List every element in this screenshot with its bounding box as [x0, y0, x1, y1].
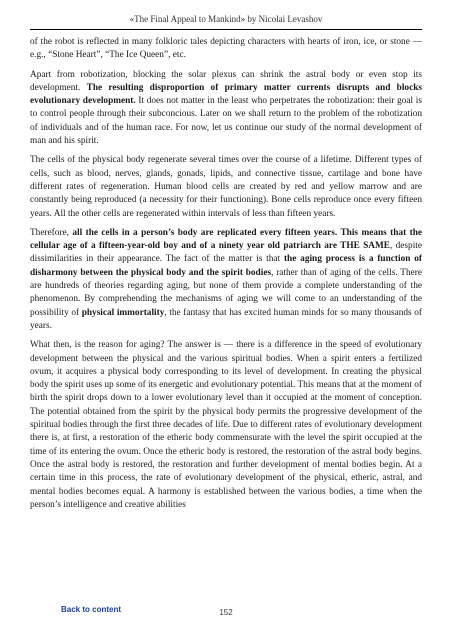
text-run: , the fantasy that has excited human minds for so many thousands of years.: [30, 307, 423, 331]
paragraph: [30, 227, 422, 333]
running-title: «The Final Appeal to Mankind» by Nicolai Levashov: [129, 14, 323, 24]
paragraph: [30, 154, 422, 220]
emphasized-text: The resulting disproportion of primary matter currents disrupts and blocks evolutionary development.: [30, 82, 422, 107]
page-number: 152: [219, 608, 233, 617]
text-run: , despite dissimilarities in their appearance. The fact of the matter is that: [30, 241, 422, 265]
text-run: Therefore,: [30, 227, 73, 238]
emphasized-text: the aging process is a function of disharmony between the physical body and the spirit bodies: [30, 254, 422, 278]
header-rule: [30, 29, 422, 30]
paragraph: [30, 69, 422, 149]
text-run: Apart from robotization, blocking the solar plexus can shrink the astral body or even stop its development.: [30, 69, 422, 93]
back-to-content-link[interactable]: Back to content: [61, 605, 122, 614]
text-run: What then, is the reason for aging? The answer is — there is a difference in the speed of evolutionary development between the physical and the various spiritual bodies. When a spirit enters a fertilized ovum, it acquires a physical body corresponding to its level of development. In creating the physical body the spirit uses up some of its energetic and evolutionary potential. This means that at the moment of birth the spirit drops down to a lower evolutionary level than it occupied at the moment of conception. The potential obtained from the spirit by the physical body permits the progressive development of the spiritual bodies through the first three decades of life. Due to different rates of evolutionary development there is, at first, a restoration of the etheric body commensurate with the level the spirit occupied at the time of its entering the ovum. Once the etheric body is restored, the restoration of the astral body begins. Once the astral body is restored, the restoration and further development of mental bodies begin. At a certain time in this process, the rate of evolutionary development of the physical, etheric, astral, and mental bodies becomes equal. A harmony is established between the various bodies, a time when the person’s intelligence and creative abilities: [30, 340, 422, 510]
paragraph: [30, 36, 422, 63]
emphasized-text: physical immortality: [81, 307, 165, 318]
emphasized-text: all the cells in a person’s body are replicated every fifteen years. This means that the cellular age of a fifteen-year-old boy and of a ninety year old patriarch are THE SAME: [30, 227, 422, 252]
body-text: [30, 36, 422, 512]
text-run: , rather than of aging of the cells. There are hundreds of theories regarding aging, but none of them provide a complete understanding of the phenomenon. By comprehending the mechanisms of aging we will come to an understanding of the possibility of: [30, 267, 422, 318]
text-run: It does not matter in the least who perpetrates the robotization: their goal is to control people through their subconcious. Later on we shall return to the problem of the robotization of individuals and of the human race. For now, let us continue our study of the normal development of man and his spirit.: [30, 96, 422, 147]
paragraph: [30, 339, 422, 512]
text-run: The cells of the physical body regenerate several times over the course of a lifetime. Different types of cells, such as blood, nerves, glands, gonads, lipids, and connective tissue, cartilage and bone have different rates of regeneration. Human blood cells are created by red and yellow marrow and are constantly being reproduced (a necessity for their functioning). Bone cells reproduce once every fifteen years. All the other cells are regenerated within intervals of less than fifteen years.: [30, 155, 422, 219]
text-run: of the robot is reflected in many folkloric tales depicting characters with hearts of iron, ice, or stone — e.g., “Stone Heart”, “The Ice Queen”, etc.: [30, 37, 422, 61]
